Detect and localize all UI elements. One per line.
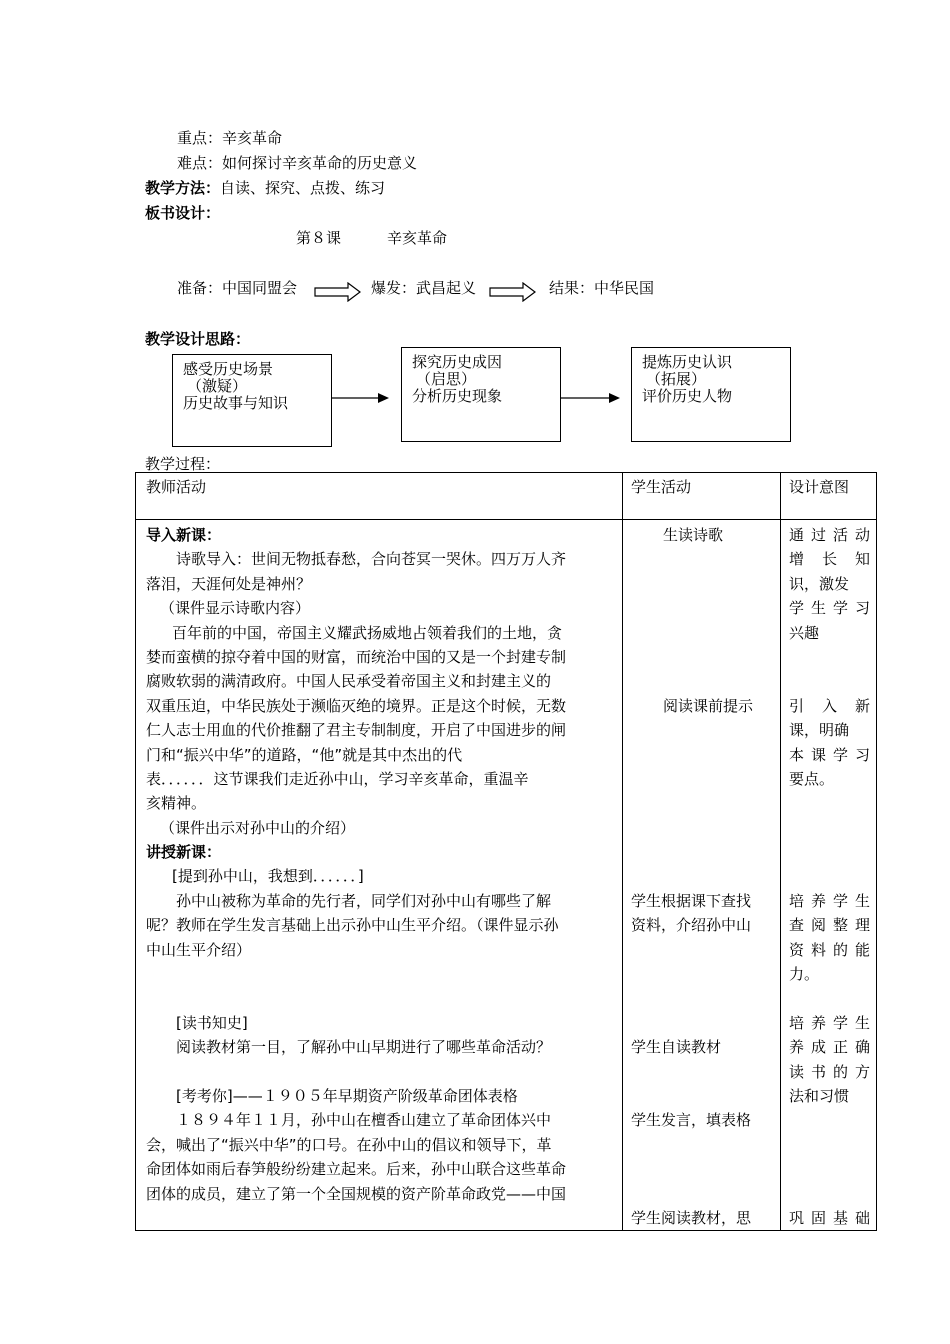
poem-note: （课件显示诗歌内容） xyxy=(160,599,311,618)
teacher-activity-cell xyxy=(136,520,623,1231)
intent-line: 养 成 正 确 xyxy=(789,1038,870,1057)
teaching-method-text: 自读、探究、点拨、练习 xyxy=(220,179,386,197)
intent-line: 课，明确 xyxy=(789,721,850,740)
teaching-process-label: 教学过程： xyxy=(145,455,221,473)
intent-line: 查 阅 整 理 xyxy=(789,916,870,935)
design-box-recognition xyxy=(631,347,791,442)
student-activity-item: 学生自读教材 xyxy=(631,1038,722,1057)
arrow-right-icon xyxy=(332,391,390,405)
student-activity-item: 学生发言，填表格 xyxy=(631,1111,752,1130)
student-activity-item: 生读诗歌 xyxy=(663,526,724,544)
difficult-point: 难点：如何探讨辛亥革命的历史意义 xyxy=(177,154,418,172)
intent-line: 兴趣 xyxy=(789,623,820,642)
paragraph-line: 命团体如雨后春笋般纷纷建立起来。后来，孙中山联合这些革命 xyxy=(146,1160,567,1179)
intro-note: （课件出示对孙中山的介绍） xyxy=(160,818,356,837)
table-header-row xyxy=(136,473,877,520)
paragraph-line: 腐败软弱的满清政府。中国人民承受着帝国主义和封建主义的 xyxy=(146,672,552,691)
header-student-activity: 学生活动 xyxy=(623,473,781,520)
header-teacher-activity: 教师活动 xyxy=(136,473,623,520)
design-box-line: 历史故事与知识 xyxy=(183,394,289,412)
intent-line: 增 长 知 xyxy=(789,550,870,569)
design-box-scene xyxy=(172,354,332,447)
intent-line: 培 养 学 生 xyxy=(789,1013,870,1032)
table-row xyxy=(136,520,877,1231)
board-lesson-title: 辛亥革命 xyxy=(387,229,448,247)
think-prompt: [提到孙中山，我想到．．．．．．] xyxy=(172,867,364,886)
design-box-line: 评价历史人物 xyxy=(642,387,733,405)
board-design-label: 板书设计： xyxy=(145,204,221,222)
student-activity-item: 阅读课前提示 xyxy=(663,696,754,715)
intent-line: 培 养 学 生 xyxy=(789,891,870,910)
paragraph-line: 表．．．．．．这节课我们走近孙中山，学习辛亥革命，重温辛 xyxy=(146,769,529,788)
paragraph-line: 阅读教材第一目，了解孙中山早期进行了哪些革命活动？ xyxy=(176,1038,552,1057)
design-box-line: （启思） xyxy=(416,370,477,388)
design-box-cause xyxy=(401,347,561,442)
paragraph-line: 仁人志士用血的代价推翻了君主专制制度，开启了中国进步的闸 xyxy=(146,721,567,740)
intent-line: 本 课 学 习 xyxy=(789,745,870,764)
flow-arrow-icon xyxy=(314,282,362,302)
intent-line: 巩 固 基 础 xyxy=(789,1208,870,1227)
teaching-method-label: 教学方法： xyxy=(145,179,221,197)
design-box-line: 探究历史成因 xyxy=(412,353,503,371)
intro-heading: 导入新课： xyxy=(146,526,222,544)
key-point: 重点：辛亥革命 xyxy=(177,129,283,147)
design-thinking-label: 教学设计思路： xyxy=(145,330,251,348)
intent-line: 法和习惯 xyxy=(789,1086,850,1105)
teaching-process-table xyxy=(135,472,877,1231)
intent-line: 读 书 的 方 xyxy=(789,1062,870,1081)
paragraph-line: 会，喊出了“振兴中华”的口号。在孙中山的倡议和领导下，革 xyxy=(146,1135,552,1154)
design-box-line: 感受历史场景 xyxy=(183,360,274,378)
poem-line: 落泪，天涯何处是神州？ xyxy=(146,574,312,593)
design-box-line: 分析历史现象 xyxy=(412,387,503,405)
paragraph-line: 中山生平介绍） xyxy=(146,940,252,959)
student-activity-item: 学生根据课下查找 xyxy=(631,891,752,910)
intent-line: 要点。 xyxy=(789,769,835,788)
paragraph-line: １８９４年１１月，孙中山在檀香山建立了革命团体兴中 xyxy=(176,1111,552,1130)
quiz-prompt: [考考你]——１９０５年早期资产阶级革命团体表格 xyxy=(176,1086,518,1105)
design-box-line: （拓展） xyxy=(646,370,707,388)
board-flow-preparation: 准备：中国同盟会 xyxy=(177,279,298,297)
paragraph-line: 亥精神。 xyxy=(146,794,207,813)
design-intent-cell xyxy=(781,520,877,1231)
intent-line: 引 入 新 xyxy=(789,696,870,715)
board-flow-result: 结果：中华民国 xyxy=(549,279,655,297)
design-box-line: （激疑） xyxy=(187,377,248,395)
design-box-line: 提炼历史认识 xyxy=(642,353,733,371)
paragraph-line: 百年前的中国，帝国主义耀武扬威地占领着我们的土地，贪 xyxy=(172,623,563,642)
read-prompt: [读书知史] xyxy=(176,1013,248,1032)
teach-heading: 讲授新课： xyxy=(146,843,222,862)
intent-line: 通 过 活 动 xyxy=(789,526,870,544)
student-activity-item: 学生阅读教材，思 xyxy=(631,1208,752,1227)
board-lesson-number: 第８课 xyxy=(296,229,342,247)
poem-line: 诗歌导入：世间无物抵春愁，合向苍冥一哭休。四万万人齐 xyxy=(176,550,567,569)
student-activity-item: 资料，介绍孙中山 xyxy=(631,916,752,935)
board-flow-outbreak: 爆发：武昌起义 xyxy=(371,279,477,297)
paragraph-line: 孙中山被称为革命的先行者，同学们对孙中山有哪些了解 xyxy=(176,891,552,910)
flow-arrow-icon xyxy=(489,282,537,302)
intent-line: 力。 xyxy=(789,965,820,984)
paragraph-line: 团体的成员，建立了第一个全国规模的资产阶革命政党——中国 xyxy=(146,1184,567,1203)
intent-line: 识，激发 xyxy=(789,574,850,593)
paragraph-line: 门和“振兴中华”的道路，“他”就是其中杰出的代 xyxy=(146,745,463,764)
teaching-method xyxy=(145,177,385,198)
student-activity-cell xyxy=(623,520,781,1231)
paragraph-line: 婪而蛮横的掠夺着中国的财富，而统治中国的又是一个封建专制 xyxy=(146,647,567,666)
paragraph-line: 呢？教师在学生发言基础上出示孙中山生平介绍。（课件显示孙 xyxy=(146,916,559,935)
paragraph-line: 双重压迫，中华民族处于濒临灭绝的境界。正是这个时候，无数 xyxy=(146,696,567,715)
intent-line: 资 料 的 能 xyxy=(789,940,870,959)
header-design-intent: 设计意图 xyxy=(781,473,877,520)
intent-line: 学 生 学 习 xyxy=(789,599,870,618)
arrow-right-icon xyxy=(561,391,621,405)
